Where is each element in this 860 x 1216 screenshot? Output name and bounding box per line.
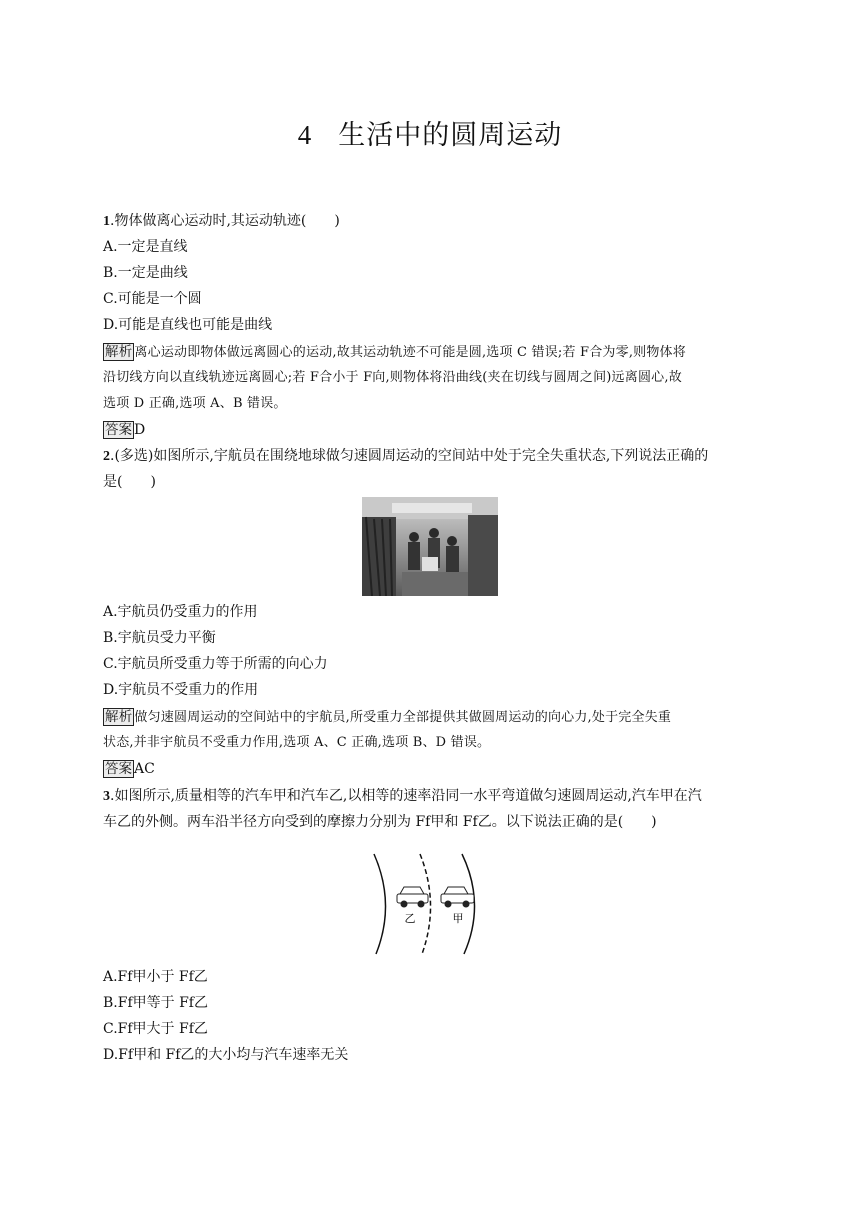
q1-answer: 答案 D xyxy=(105,422,146,438)
q1-stem: 1.物体做离心运动时,其运动轨迹( ) xyxy=(103,213,340,229)
q2-option-b: B.宇航员受力平衡 xyxy=(103,630,216,646)
q2-stem-line-2: 是( ) xyxy=(103,474,156,490)
q1-option-b: B.一定是曲线 xyxy=(103,265,188,281)
q2-analysis-line-1: 解析 做匀速圆周运动的空间站中的宇航员,所受重力全部提供其做圆周运动的向心力,处于完全失重 xyxy=(105,709,672,725)
car-icon xyxy=(397,887,428,907)
page-title xyxy=(0,113,860,152)
q1-analysis-line-3: 选项 D 正确,选项 A、B 错误。 xyxy=(103,396,287,411)
q2-analysis-line-2: 状态,并非宇航员不受重力作用,选项 A、C 正确,选项 B、D 错误。 xyxy=(103,735,491,750)
section-title: 生活中的圆周运动 xyxy=(338,120,563,151)
q3-option-b: B.Ff甲等于 Ff乙 xyxy=(103,995,208,1011)
q1-option-d: D.可能是直线也可能是曲线 xyxy=(103,317,273,333)
space-station-photo xyxy=(362,497,498,596)
q2-option-d: D.宇航员不受重力的作用 xyxy=(103,682,259,698)
q3-option-d: D.Ff甲和 Ff乙的大小均与汽车速率无关 xyxy=(103,1047,349,1063)
curve-track-figure xyxy=(370,852,490,956)
analysis-tag: 解析 xyxy=(105,709,133,725)
q3-option-c: C.Ff甲大于 Ff乙 xyxy=(103,1021,208,1037)
answer-tag: 答案 xyxy=(105,422,132,438)
q2-option-c: C.宇航员所受重力等于所需的向心力 xyxy=(103,656,328,672)
answer-tag: 答案 xyxy=(105,761,132,777)
q2-option-a: A.宇航员仍受重力的作用 xyxy=(103,604,258,620)
car-icon xyxy=(441,887,474,907)
q1-option-c: C.可能是一个圆 xyxy=(103,291,202,307)
analysis-tag: 解析 xyxy=(105,344,133,360)
q1-option-a: A.一定是直线 xyxy=(103,239,188,255)
q3-stem-line-1: 3.如图所示,质量相等的汽车甲和汽车乙,以相等的速率沿同一水平弯道做匀速圆周运动,汽车甲在汽 xyxy=(103,788,702,804)
q2-stem-line-1: 2.(多选)如图所示,宇航员在围绕地球做匀速圆周运动的空间站中处于完全失重状态,下列说法正确的 xyxy=(103,448,709,464)
q3-stem-line-2: 车乙的外侧。两车沿半径方向受到的摩擦力分别为 Ff甲和 Ff乙。以下说法正确的是( ) xyxy=(103,814,657,830)
q1-analysis-line-2: 沿切线方向以直线轨迹远离圆心;若 F合小于 F向,则物体将沿曲线(夹在切线与圆周之间)远离圆心,故 xyxy=(103,370,682,385)
q2-answer: 答案 AC xyxy=(105,761,155,777)
q3-option-a: A.Ff甲小于 Ff乙 xyxy=(103,969,208,985)
label-jia: 甲 xyxy=(452,913,464,925)
q1-analysis-line-1: 解析 离心运动即物体做远离圆心的运动,故其运动轨迹不可能是圆,选项 C 错误;若 F合为零,则物体将 xyxy=(105,344,686,360)
label-yi: 乙 xyxy=(404,913,416,925)
section-number: 4 xyxy=(297,120,313,150)
